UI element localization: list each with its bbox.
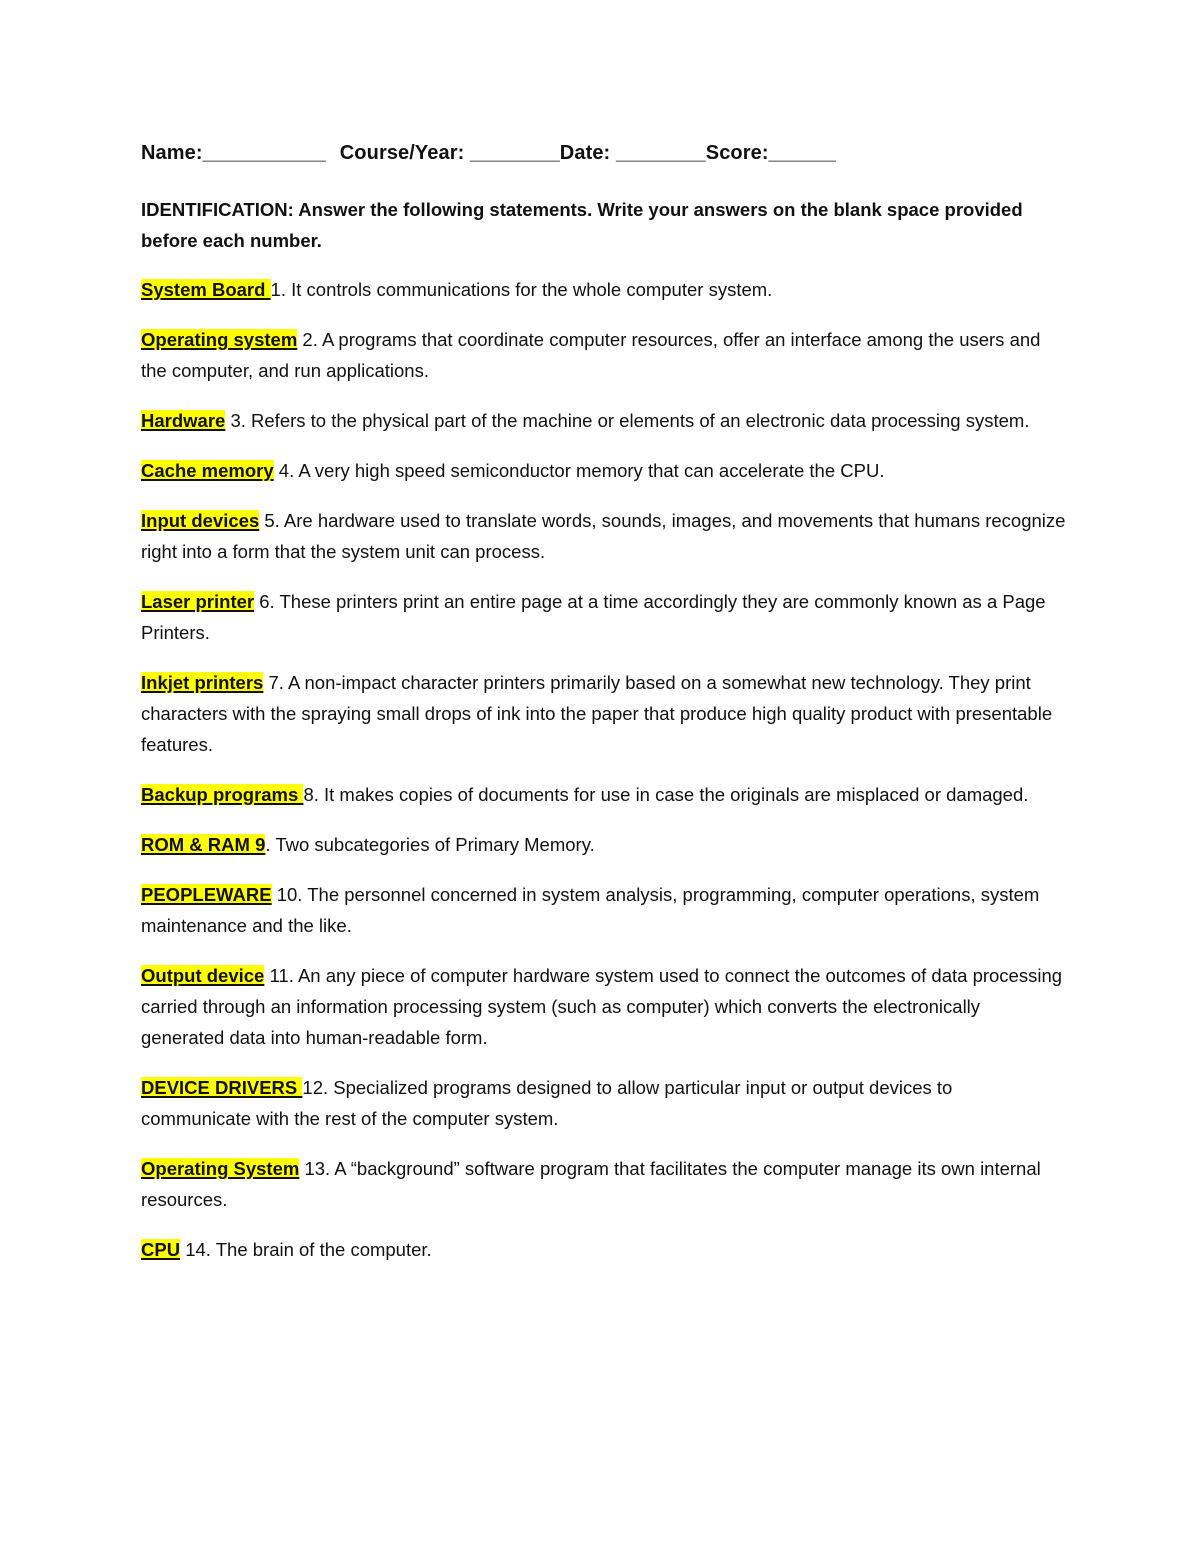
list-item [141,405,1066,436]
question-text: 3. Refers to the physical part of the machine or elements of an electronic data processing system. [225,410,1030,431]
list-item [141,324,1066,386]
list-item [141,1234,1066,1265]
question-text: 13. A “background” software program that facilitates the computer manage its own internal resources. [141,1158,1041,1210]
question-text: 10. The personnel concerned in system analysis, programming, computer operations, system maintenance and the like. [141,884,1040,936]
question-text: 6. These printers print an entire page at a time accordingly they are commonly known as a Page Printers. [141,591,1046,643]
list-item [141,455,1066,486]
answer-highlight: Input devices [141,510,260,531]
answer-highlight: DEVICE DRIVERS [141,1077,303,1098]
list-item [141,505,1066,567]
instructions: IDENTIFICATION: Answer the following statements. Write your answers on the blank space provided before each number. [141,199,1023,251]
question-text: 2. A programs that coordinate computer resources, offer an interface among the users and the computer, and run applications. [141,329,1041,381]
question-text: 1. It controls communications for the whole computer system. [270,279,773,300]
answer-highlight: PEOPLEWARE [141,884,272,905]
question-text: . Two subcategories of Primary Memory. [265,834,595,855]
list-item [141,667,1066,760]
answer-highlight: System Board [141,279,271,300]
list-item [141,1153,1066,1215]
list-item [141,1072,1066,1134]
question-text: 14. The brain of the computer. [180,1239,432,1260]
worksheet-page [141,0,1066,1553]
question-text: 11. An any piece of computer hardware system used to connect the outcomes of data processing carried through an information processing system (such as computer) which converts the electronically generated data into human-readable form. [141,965,1063,1048]
list-item [141,586,1066,648]
answer-highlight: Laser printer [141,591,255,612]
answer-highlight: Cache memory [141,460,274,481]
answer-highlight: Hardware [141,410,226,431]
question-text: 8. It makes copies of documents for use in case the originals are misplaced or damaged. [303,784,1029,805]
question-text: 5. Are hardware used to translate words, sounds, images, and movements that humans recognize right into a form that the system unit can process. [141,510,1066,562]
list-item [141,779,1066,810]
answer-highlight: ROM & RAM 9 [141,834,266,855]
question-text: 12. Specialized programs designed to allow particular input or output devices to communicate with the rest of the computer system. [141,1077,953,1129]
answer-highlight: Operating system [141,329,298,350]
answer-highlight: CPU [141,1239,181,1260]
name-field: Name:___________ [141,142,327,164]
answer-highlight: Inkjet printers [141,672,264,693]
question-text: 4. A very high speed semiconductor memory that can accelerate the CPU. [273,460,885,481]
identification-list [141,274,1066,1284]
score-field: Score:______ [705,142,836,164]
course-year-field: Course/Year: ________ [339,142,560,164]
answer-highlight: Backup programs [141,784,304,805]
list-item [141,274,1066,305]
answer-highlight: Operating System [141,1158,300,1179]
date-field: Date: ________ [559,142,706,164]
answer-highlight: Output device [141,965,265,986]
question-text: 7. A non-impact character printers primarily based on a somewhat new technology. They print characters with the spraying small drops of ink into the paper that produce high quality product with presentable features. [141,672,1053,755]
list-item [141,879,1066,941]
header-fields [141,142,836,165]
list-item [141,960,1066,1053]
list-item [141,829,1066,860]
